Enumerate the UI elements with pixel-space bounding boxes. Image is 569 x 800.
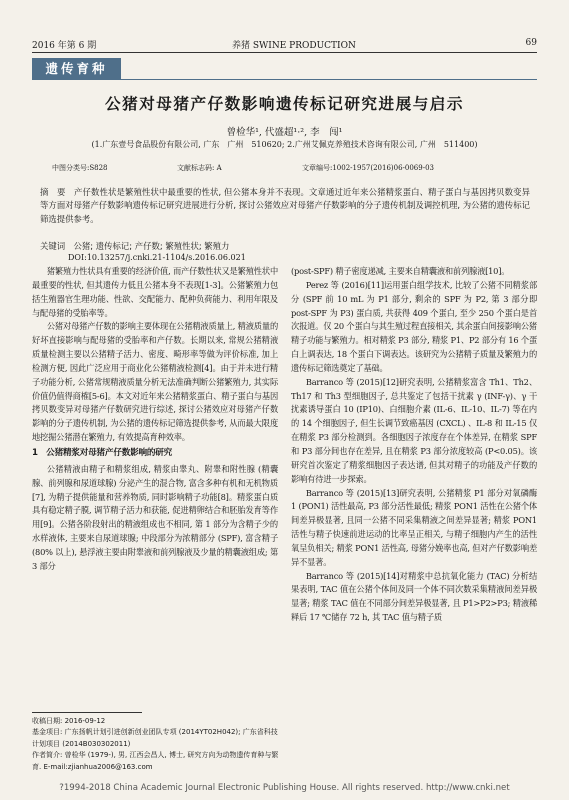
paragraph: Barranco 等 (2015)[12]研究表明, 公猪精浆富含 Th1、Th2、Th17 和 Th3 型细胞因子, 总共鉴定了包括干扰素 γ (INF-γ)、γ 干扰素诱导蛋白 10 (IP10)、白细胞介素 (IL-6、IL-10、IL-7) 等在内的 14 个细胞因子, 但生长调节致癌基因 (CXCL) 、IL-8 和 IL-15 仅在精浆 P3 部分检测到。各细胞因子浓度存在个体差异, 在精浆 SPF 和 P3 部分间也存在差异, 且在精浆 P3 部分浓度较高 (P<0.05)。该研究首次鉴定了精浆细胞因子表达谱, 但其对精子的功能及产仔数的影响有待进一步探索。 [291,376,537,484]
page-number: 69 [525,38,537,48]
received-date: 收稿日期: 2016-09-12 [32,717,106,725]
clc-number: 中图分类号:S828 [52,164,108,172]
section-band: 遗传育种 [32,58,121,79]
affiliation: (1.广东壹号食品股份有限公司, 广东 广州 510620; 2.广州艾佩克养殖技术咨询有限公司, 广州 511400) [91,140,478,149]
doi-link[interactable]: DOI:10.13257/j.cnki.21-1104/s.2016.06.021 [68,253,246,262]
journal-name: 养猪 SWINE PRODUCTION [232,41,356,51]
paragraph: (post-SPF) 精子密度递减, 主要来自精囊液和前列腺液[10]。 [291,266,510,276]
authors: 曾检华¹, 代盛超¹·², 李 闯¹ [226,127,343,138]
article-title: 公猪对母猪产仔数影响遗传标记研究进展与启示 [105,95,464,113]
paragraph: Barranco 等 (2015)[13]研究表明, 公猪精浆 P1 部分对氧磷酶 1 (PON1) 活性最高, P3 部分活性最低; 精浆 PON1 活性在公猪个体间差异极显著, 且同一公猪不同采集精液之间差异显著; 精浆 PON1 活性与精子快速前进运动的比率呈正相关, 与精子细胞内产生的活性氧呈负相关; 精浆 PON1 活性高, 母猪分娩率也高, 但对产仔数影响差异不显著。 [291,487,537,567]
paragraph: 猪繁殖力性状具有重要的经济价值, 而产仔数性状又是繁殖性状中最重要的性状, 但其遗传力低且公猪本身不表现[1-3]。公猪繁殖力包括生殖器官生理功能、性欲、交配能力、配种负荷能力、利用年限及与配母猪的受胎率等。 [32,266,278,318]
article-number: 文章编号:1002-1957(2016)06-0069-03 [302,164,434,172]
section-rule [32,79,537,80]
paragraph: Barranco 等 (2015)[14]对精浆中总抗氧化能力 (TAC) 分析结果表明, TAC 值在公猪个体间及同一个体不同次数采集精液间差异极显著; 精浆 TAC 值在不同部分间差异极显著, 且 P1>P2>P3; 精液稀释后 17 ℃储存 72 h, 其 TAC 值与精子质 [291,570,537,623]
paragraph: Perez 等 (2016)[11]运用蛋白组学技术, 比较了公猪不同精浆部分 (SPF 前 10 mL 为 P1 部分, 剩余的 SPF 为 P2, 第 3 部分即 post-SPF 为 P3) 蛋白质, 共获得 409 个蛋白, 至少 250 个蛋白是首次报道。仅 20 个蛋白与其生殖过程直接相关, 其余蛋白间接影响公猪精子功能与繁殖力。相对精浆 P3 部分, 精浆 P1、P2 部分有 16 个蛋白上调表达, 18 个蛋白下调表达。该研究为公猪精子质量及繁殖力的遗传标记筛选奠定了基础。 [291,279,537,373]
abstract: 摘 要 产仔数性状是繁殖性状中最重要的性状, 但公猪本身并不表现。文章通过近年来公猪精浆蛋白、精子蛋白与基因拷贝数变异等方面对母猪产仔数影响遗传标记研究进展进行分析, 探讨公猪效应对母猪产仔数影响的分子遗传机制及调控机理, 为公猪的遗传标记筛选提供参考。 [40,187,530,224]
fund-info: 基金项目: 广东扬帆计划引进创新创业团队专项 (2014YT02H042); 广东省科技计划项目 (2014B030302011) [32,728,278,748]
paragraph: 公猪对母猪产仔数的影响主要体现在公猪精液质量上, 精液质量的好坏直接影响与配母猪的受胎率和产仔数。长期以来, 常规公猪精液质量检测主要以公猪精子活力、密度、畸形率等做为评价标准, 加上检测方便, 因此广泛应用于商业化公猪精液检测[4]。由于并未进行精子功能分析, 公猪常规精液质量分析无法准确判断公猪繁殖力, 其实际价值仍值得商榷[5-6]。本文对近年来公猪精浆蛋白、精子蛋白与基因拷贝数变异对母猪产仔数研究进行综述, 探讨公猪效应对母猪产仔数影响的分子遗传机制, 为公猪的遗传标记筛选提供参考, 从而最大限度地挖掘公猪潜在繁殖力, 有效提高育种效率。 [32,321,278,443]
page-footer: ?1994-2018 China Academic Journal Electronic Publishing House. All rights reserved. http://www.cnki.net [59,783,510,793]
footnotes [32,716,282,773]
footnote-rule [32,712,142,713]
author-bio: 作者简介: 曾检华 (1979-), 男, 江西会昌人, 博士, 研究方向为动物遗传育种与繁育. E-mail:zjianhua2006@163.com [32,751,279,771]
paragraph: 公猪精液由精子和精浆组成, 精浆由睾丸、附睾和附性腺 (精囊腺、前列腺和尿道球腺) 分泌产生的混合物, 富含多种有机和无机物质[7], 为精子提供能量和营养物质, 同时影响精子功能[8]。精浆蛋白质具有稳定精子膜, 调节精子活力和获能, 促进精卵结合和胚胎发育等作用[9]。公猪各阶段射出的精液组成也不相同, 第 1 部分为含精子少的水样液体, 主要来自尿道球腺; 中段部分为浓精部分 (SPF), 富含精子 (80% 以上), 悬浮液主要由附睾液和前列腺液及少量的精囊液组成; 第 3 部分 [32,463,278,571]
right-column [291,265,537,625]
keywords: 关键词 公猪; 遗传标记; 产仔数; 繁殖性状; 繁殖力 [40,241,230,251]
section-heading: 1 公猪精浆对母猪产仔数影响的研究 [32,447,173,458]
running-header [32,38,537,53]
left-column [32,265,278,574]
issue-label: 2016 年第 6 期 [32,41,97,51]
article-meta [32,163,537,175]
document-code: 文献标志码: A [177,164,222,172]
